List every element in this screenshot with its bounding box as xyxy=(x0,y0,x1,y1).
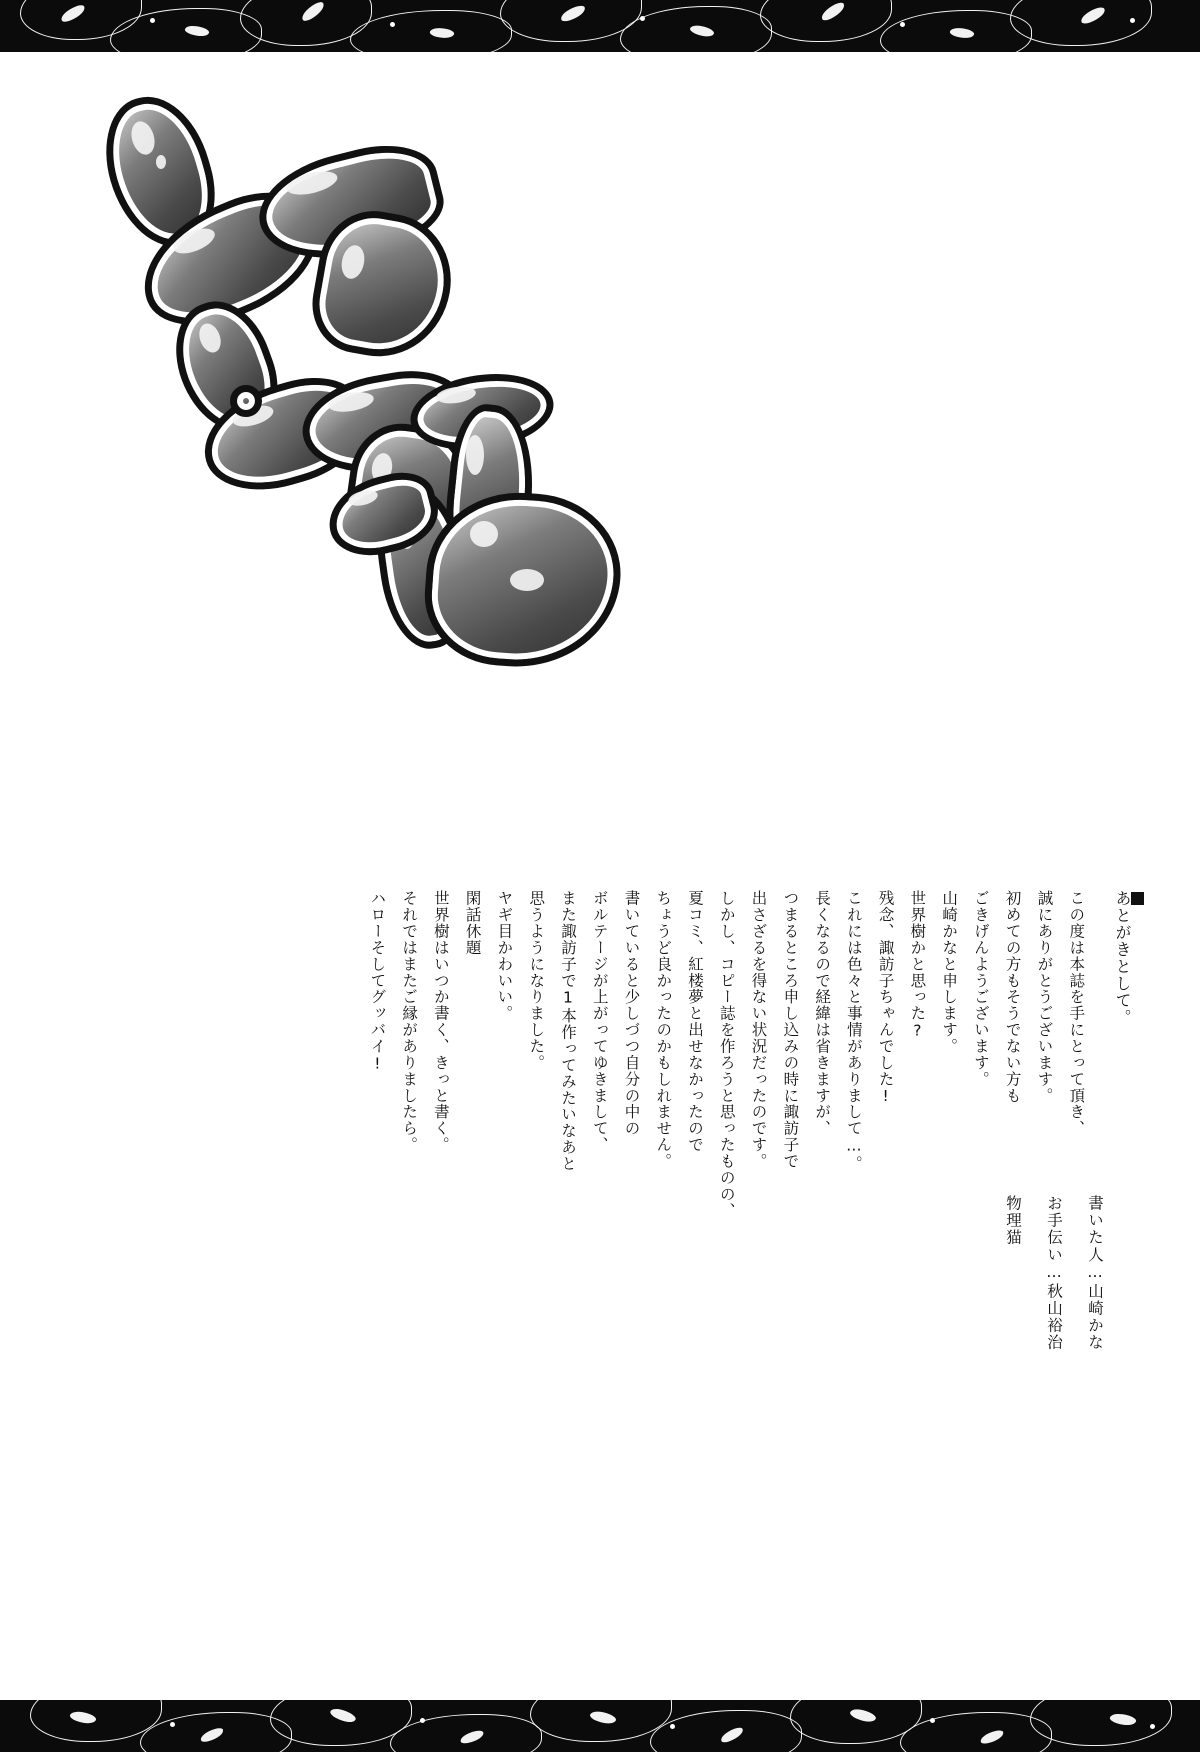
credits-block xyxy=(997,1195,1110,1351)
afterword-line-7: これには色々と事情がありまして…。 xyxy=(844,890,863,1172)
afterword-line-1: 誠にありがとうございます。 xyxy=(1035,890,1054,1104)
afterword-line-22: ハローそしてグッバイ! xyxy=(368,890,387,1074)
afterword-line-18: ヤギ目かわいい。 xyxy=(495,890,514,1022)
afterword-heading: あとがきとして。 xyxy=(1113,890,1132,1026)
afterword-text-block xyxy=(361,890,1138,1450)
afterword-line-8: 長くなるので経緯は省きますが、 xyxy=(813,890,832,1137)
decorative-band-bottom xyxy=(0,1700,1200,1752)
afterword-line-15: ボルテージが上がってゆきまして、 xyxy=(590,890,609,1153)
afterword-line-17: 思うようになりました。 xyxy=(527,890,546,1071)
decorative-band-top xyxy=(0,0,1200,52)
afterword-line-12: 夏コミ、紅楼夢と出せなかったので xyxy=(686,890,705,1153)
afterword-line-6: 残念、諏訪子ちゃんでした! xyxy=(876,890,895,1107)
afterword-line-3: ごきげんようございます。 xyxy=(971,890,990,1088)
afterword-line-14: 書いていると少しづつ自分の中の xyxy=(622,890,641,1137)
afterword-line-20: 世界樹はいつか書く、きっと書く。 xyxy=(431,890,450,1153)
title-artwork xyxy=(80,85,680,645)
afterword-line-19: 閑話休題 xyxy=(463,890,482,956)
credit-writer: 書いた人…山崎かな xyxy=(1086,1195,1104,1351)
afterword-line-21: それではまたご縁がありましたら。 xyxy=(400,890,419,1153)
afterword-line-5: 世界樹かと思った? xyxy=(908,890,927,1041)
afterword-line-4: 山崎かなと申します。 xyxy=(940,890,959,1055)
afterword-line-2: 初めての方もそうでない方も xyxy=(1003,890,1022,1104)
afterword-line-0: この度は本誌を手にとって頂き、 xyxy=(1067,890,1086,1137)
band-separator-top xyxy=(0,52,1200,55)
afterword-line-13: ちょうど良かったのかもしれません。 xyxy=(654,890,673,1170)
afterword-line-16: また諏訪子で1本作ってみたいなあと xyxy=(558,890,577,1172)
afterword-line-10: 出さざるを得ない状況だったのです。 xyxy=(749,890,768,1170)
afterword-line-11: しかし、コピー誌を作ろうと思ったものの、 xyxy=(717,890,736,1219)
afterword-line-9: つまるところ申し込みの時に諏訪子で xyxy=(781,890,800,1170)
credit-assistant-2: 物理猫 xyxy=(1004,1195,1022,1247)
credit-assistant: お手伝い…秋山裕治 xyxy=(1045,1195,1063,1351)
